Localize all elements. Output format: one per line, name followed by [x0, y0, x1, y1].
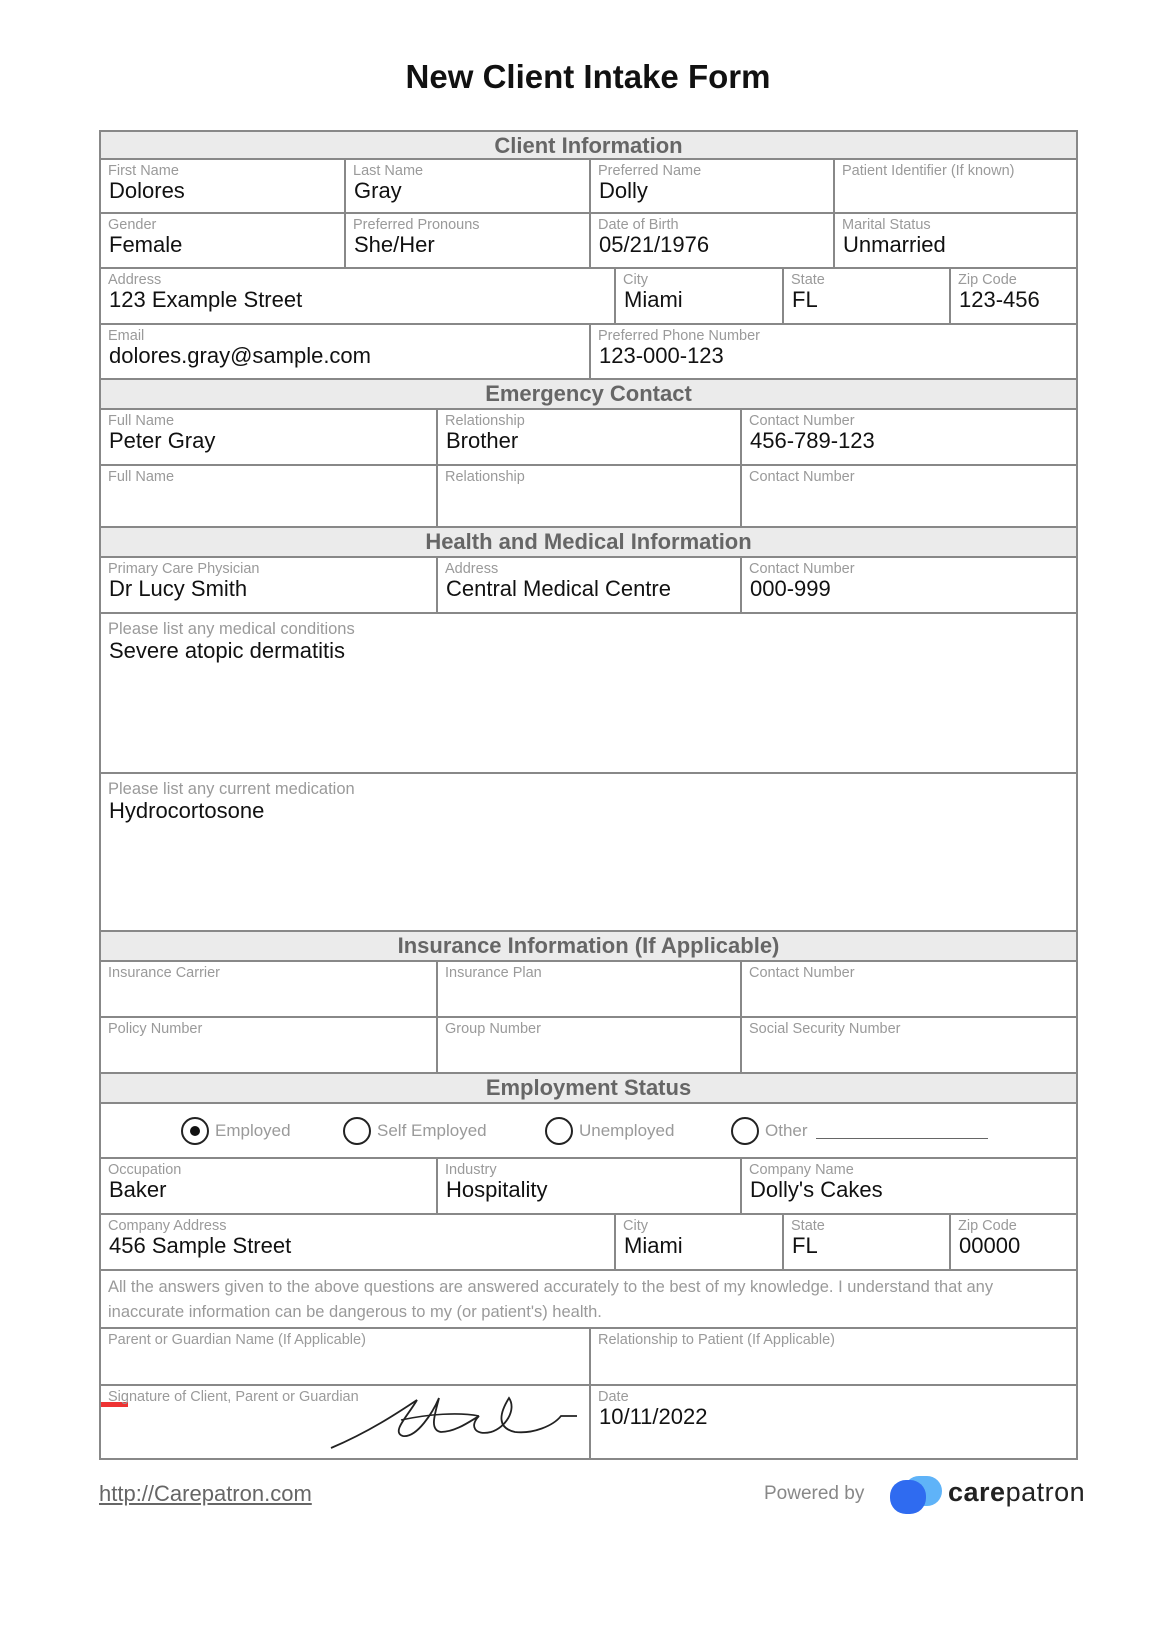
field-label: Marital Status: [842, 217, 931, 233]
insurance-carrier-field[interactable]: [101, 962, 438, 1016]
field-value: Dolly's Cakes: [750, 1177, 883, 1202]
carepatron-logo-icon: [890, 1474, 944, 1514]
section-header-health: Health and Medical Information: [101, 528, 1076, 558]
field-label: First Name: [108, 163, 179, 179]
physician-address-field[interactable]: [438, 558, 742, 612]
field-label: State: [791, 272, 825, 288]
field-label: Relationship: [445, 413, 525, 429]
dob-field[interactable]: [591, 214, 835, 267]
emergency-relationship-field[interactable]: [438, 410, 742, 464]
field-value: 456-789-123: [750, 428, 875, 453]
radio-self-employed[interactable]: [343, 1117, 487, 1145]
declaration-text: All the answers given to the above questions are answered accurately to the best of my knowledge. I understand that any inaccurate information can be dangerous to my (or patient's) health.: [108, 1278, 994, 1321]
field-value: FL: [792, 1233, 818, 1258]
radio-empty-icon: [731, 1117, 759, 1145]
current-medication-field[interactable]: [101, 774, 1076, 932]
field-label: Full Name: [108, 469, 175, 485]
guardian-name-field[interactable]: [101, 1329, 591, 1384]
radio-label: Unemployed: [579, 1121, 675, 1140]
field-value: Dolores: [109, 178, 185, 203]
field-label: City: [623, 272, 648, 288]
field-label: Last Name: [353, 163, 424, 179]
group-number-field[interactable]: [438, 1018, 742, 1072]
field-label: Address: [445, 561, 499, 577]
marital-status-field[interactable]: [835, 214, 1076, 267]
carepatron-brand: [948, 1477, 1085, 1508]
company-city-field[interactable]: [616, 1215, 784, 1269]
emergency-name-2-field[interactable]: [101, 466, 438, 526]
radio-empty-icon: [343, 1117, 371, 1145]
first-name-field[interactable]: [101, 160, 346, 212]
physician-field[interactable]: [101, 558, 438, 612]
field-label: Social Security Number: [749, 1021, 901, 1037]
preferred-name-field[interactable]: [591, 160, 835, 212]
field-value: Female: [109, 232, 183, 257]
emergency-phone-field[interactable]: [742, 410, 1076, 464]
health-row-physician: [101, 558, 1076, 614]
field-value: Gray: [354, 178, 402, 203]
radio-unemployed[interactable]: [545, 1117, 674, 1145]
ssn-field[interactable]: [742, 1018, 1076, 1072]
field-label: Address: [108, 272, 162, 288]
field-label: Date of Birth: [598, 217, 679, 233]
field-label: Please list any current medication: [108, 780, 355, 798]
employment-row-occupation: [101, 1159, 1076, 1215]
field-value: Baker: [109, 1177, 167, 1202]
patient-identifier-field[interactable]: [835, 160, 1076, 212]
field-label: Please list any medical conditions: [108, 620, 355, 638]
gender-field[interactable]: [101, 214, 346, 267]
other-input-line[interactable]: [816, 1124, 988, 1139]
field-label: Patient Identifier (If known): [842, 163, 1015, 179]
field-value: 456 Sample Street: [109, 1233, 292, 1258]
field-value: 10/11/2022: [599, 1404, 708, 1429]
field-label: Full Name: [108, 413, 175, 429]
signature-row: [101, 1386, 1076, 1458]
field-label: Insurance Plan: [445, 965, 542, 981]
radio-empty-icon: [545, 1117, 573, 1145]
field-value: Brother: [446, 428, 519, 453]
field-value: Severe atopic dermatitis: [109, 638, 345, 663]
occupation-field[interactable]: [101, 1159, 438, 1213]
field-label: Zip Code: [958, 272, 1017, 288]
field-label: Preferred Pronouns: [353, 217, 480, 233]
field-label: Contact Number: [749, 561, 855, 577]
field-value: Peter Gray: [109, 428, 216, 453]
guardian-relationship-field[interactable]: [591, 1329, 1076, 1384]
company-state-field[interactable]: [784, 1215, 951, 1269]
address-field[interactable]: [101, 269, 616, 323]
field-value: Hydrocortosone: [109, 798, 265, 823]
employment-row-address: [101, 1215, 1076, 1271]
phone-field[interactable]: [591, 325, 1076, 378]
state-field[interactable]: [784, 269, 951, 323]
field-label: Gender: [108, 217, 157, 233]
section-header-client: Client Information: [101, 132, 1076, 160]
field-label: Contact Number: [749, 413, 855, 429]
field-value: dolores.gray@sample.com: [109, 343, 371, 368]
carepatron-link[interactable]: http://Carepatron.com: [99, 1481, 312, 1506]
field-label: Signature of Client, Parent or Guardian: [108, 1389, 359, 1405]
emergency-row-1: [101, 410, 1076, 466]
field-label: Occupation: [108, 1162, 182, 1178]
insurance-phone-field[interactable]: [742, 962, 1076, 1016]
powered-by-text: Powered by: [764, 1483, 865, 1504]
field-label: Relationship to Patient (If Applicable): [598, 1332, 835, 1348]
client-row-names: [101, 160, 1076, 214]
brand-bold: care: [948, 1477, 1006, 1507]
insurance-plan-field[interactable]: [438, 962, 742, 1016]
field-value: Dolly: [599, 178, 648, 203]
brand-light: patron: [1005, 1477, 1086, 1507]
field-value: Dr Lucy Smith: [109, 576, 248, 601]
field-value: Hospitality: [446, 1177, 548, 1202]
radio-label: Employed: [215, 1121, 291, 1140]
form-title: New Client Intake Form: [405, 58, 771, 95]
company-name-field[interactable]: [742, 1159, 1076, 1213]
field-label: Relationship: [445, 469, 525, 485]
company-address-field[interactable]: [101, 1215, 616, 1269]
client-row-contact: [101, 325, 1076, 380]
field-label: Preferred Name: [598, 163, 702, 179]
field-label: Preferred Phone Number: [598, 328, 760, 344]
pronouns-field[interactable]: [346, 214, 591, 267]
field-label: Contact Number: [749, 469, 855, 485]
insurance-row-2: [101, 1018, 1076, 1074]
intake-form: [99, 130, 1078, 1460]
field-label: City: [623, 1218, 648, 1234]
email-field[interactable]: [101, 325, 591, 378]
zip-code-field[interactable]: [951, 269, 1076, 323]
section-header-emergency: Emergency Contact: [101, 380, 1076, 410]
emergency-row-2: [101, 466, 1076, 528]
radio-selected-icon: [181, 1117, 209, 1145]
field-value: FL: [792, 287, 818, 312]
field-label: Industry: [445, 1162, 497, 1178]
field-label: Primary Care Physician: [108, 561, 260, 577]
field-value: 123 Example Street: [109, 287, 303, 312]
emergency-relationship-2-field[interactable]: [438, 466, 742, 526]
section-header-employment: Employment Status: [101, 1074, 1076, 1104]
field-label: Date: [598, 1389, 629, 1405]
field-value: 123-456: [959, 287, 1040, 312]
company-zip-field[interactable]: [951, 1215, 1076, 1269]
field-label: Email: [108, 328, 145, 344]
field-label: Company Name: [749, 1162, 854, 1178]
insurance-row-1: [101, 962, 1076, 1018]
field-label: Company Address: [108, 1218, 227, 1234]
field-label: Zip Code: [958, 1218, 1017, 1234]
date-field[interactable]: [591, 1386, 1076, 1458]
radio-label: Other: [765, 1121, 808, 1140]
client-row-address: [101, 269, 1076, 325]
field-label: State: [791, 1218, 825, 1234]
employment-status-options: [101, 1104, 1076, 1159]
city-field[interactable]: [616, 269, 784, 323]
field-label: Parent or Guardian Name (If Applicable): [108, 1332, 366, 1348]
policy-number-field[interactable]: [101, 1018, 438, 1072]
field-value: 000-999: [750, 576, 831, 601]
radio-other[interactable]: [731, 1117, 988, 1145]
field-label: Group Number: [445, 1021, 541, 1037]
field-value: 123-000-123: [599, 343, 724, 368]
field-label: Contact Number: [749, 965, 855, 981]
field-value: Miami: [624, 1233, 683, 1258]
guardian-row: [101, 1329, 1076, 1386]
field-value: Unmarried: [843, 232, 946, 257]
field-label: Policy Number: [108, 1021, 203, 1037]
signature-image: [329, 1392, 579, 1450]
last-name-field[interactable]: [346, 160, 591, 212]
physician-phone-field[interactable]: [742, 558, 1076, 612]
section-header-insurance: Insurance Information (If Applicable): [101, 932, 1076, 962]
radio-label: Self Employed: [377, 1121, 487, 1140]
field-value: 05/21/1976: [599, 232, 710, 257]
field-value: Miami: [624, 287, 683, 312]
emergency-name-field[interactable]: [101, 410, 438, 464]
field-value: She/Her: [354, 232, 435, 257]
medical-conditions-field[interactable]: [101, 614, 1076, 774]
industry-field[interactable]: [438, 1159, 742, 1213]
client-row-demographics: [101, 214, 1076, 269]
field-value: 00000: [959, 1233, 1021, 1258]
declaration-row: [101, 1271, 1076, 1329]
field-label: Insurance Carrier: [108, 965, 221, 981]
emergency-phone-2-field[interactable]: [742, 466, 1076, 526]
field-value: Central Medical Centre: [446, 576, 671, 601]
signature-field[interactable]: [101, 1386, 591, 1458]
radio-employed[interactable]: [181, 1117, 291, 1145]
